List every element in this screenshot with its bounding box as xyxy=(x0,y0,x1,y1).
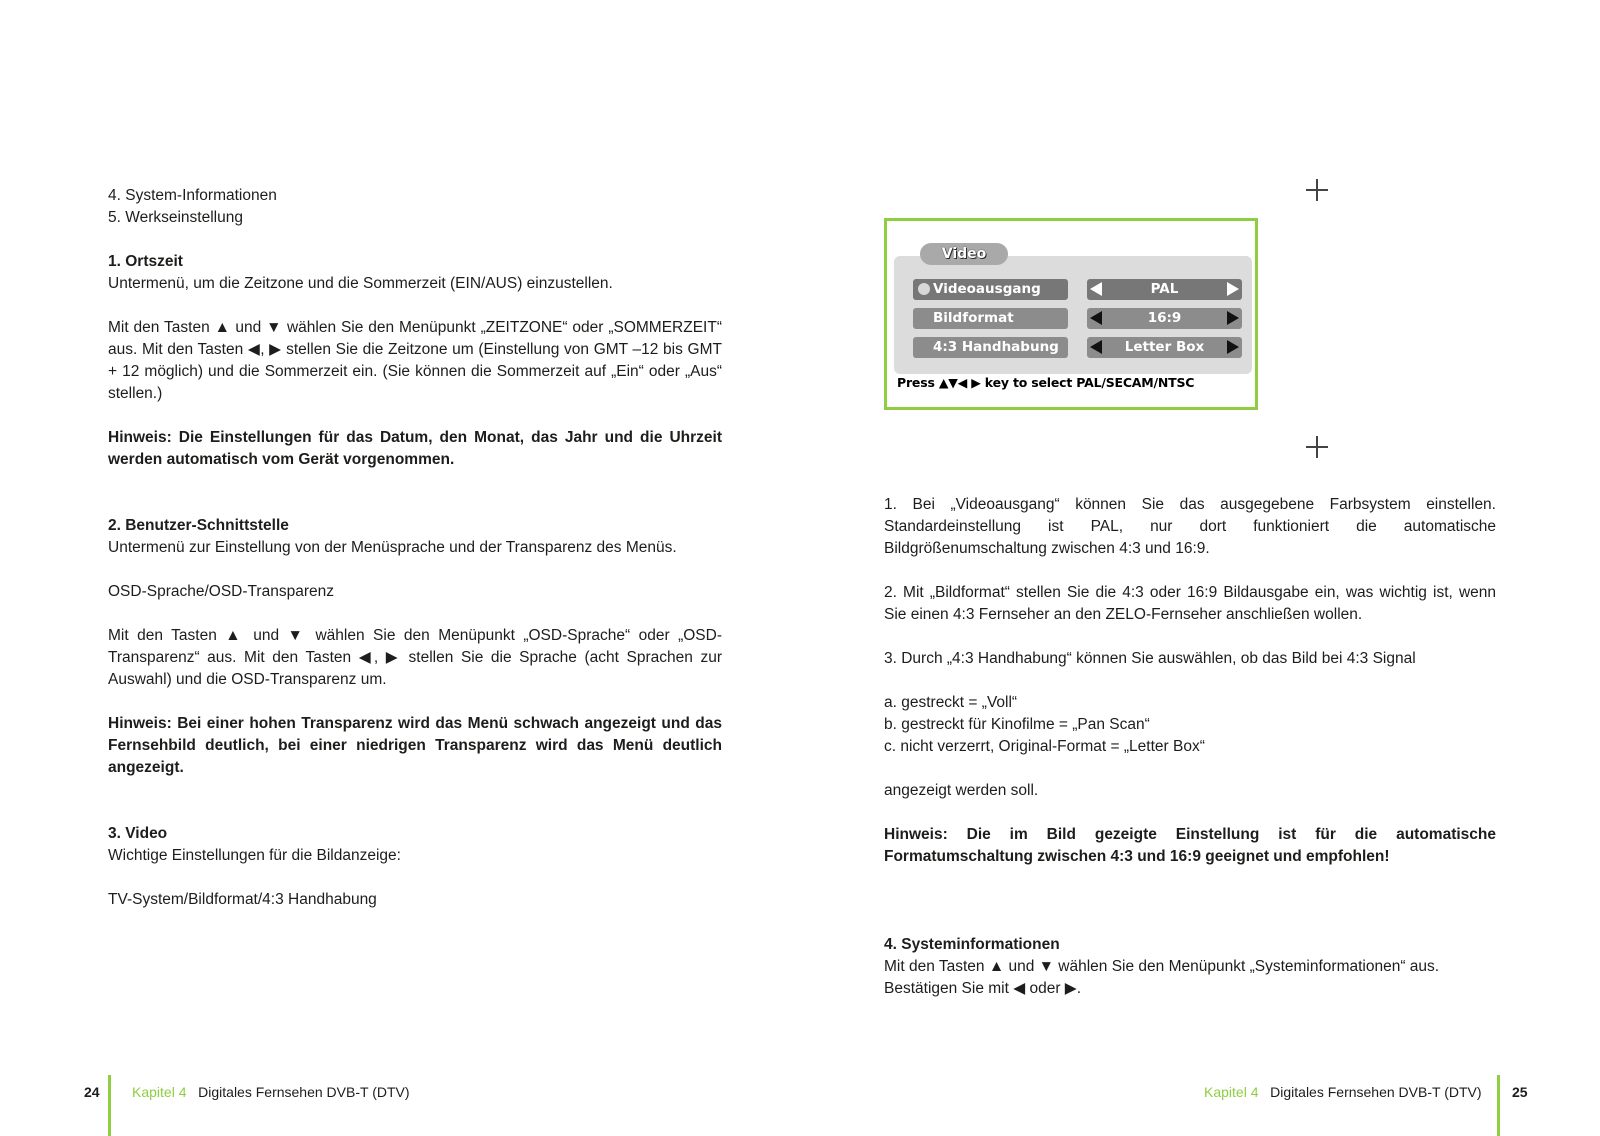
arrow-left-icon xyxy=(1090,340,1102,354)
paragraph: Mit den Tasten ▲ und ▼ wählen Sie den Menüpunkt „OSD-Sprache“ oder „OSD-Transparenz“ aus. Mit den Tasten ◀, ▶ stellen Sie die Sprache (acht Sprachen zur Auswahl) und die OSD-Transparenz um. xyxy=(108,627,722,688)
left-column xyxy=(108,185,722,911)
chapter-label: Kapitel 4 xyxy=(132,1084,187,1100)
page-number-right: 25 xyxy=(1512,1084,1528,1100)
arrow-right-icon xyxy=(1227,311,1239,325)
arrow-left-icon xyxy=(1090,311,1102,325)
footer-divider xyxy=(1497,1075,1500,1136)
osd-label-text: Videoausgang xyxy=(933,281,1041,297)
paragraph: Untermenü zur Einstellung von der Menüsprache und der Transparenz des Menüs. xyxy=(108,539,677,556)
chapter-title: Digitales Fernsehen DVB-T (DTV) xyxy=(1270,1084,1482,1100)
subheading: OSD-Sprache/OSD-Transparenz xyxy=(108,583,334,600)
paragraph: 2. Mit „Bildformat“ stellen Sie die 4:3 oder 16:9 Bildausgabe ein, was wichtig ist, wenn Sie einen 4:3 Fernseher an den ZELO-Fernseher anschließen wollen. xyxy=(884,584,1496,623)
osd-value-text: Letter Box xyxy=(1124,339,1205,355)
footer-left xyxy=(132,1083,410,1101)
selection-dot-icon xyxy=(918,283,930,295)
paragraph: Untermenü, um die Zeitzone und die Sommerzeit (EIN/AUS) einzustellen. xyxy=(108,275,613,292)
paragraph: Bestätigen Sie mit ◀ oder ▶. xyxy=(884,980,1082,997)
paragraph: 1. Bei „Videoausgang“ können Sie das ausgegebene Farbsystem einstellen. Standardeinstellung ist PAL, nur dort funktioniert die automatische Bildgrößenumschaltung zwischen 4:3 und 16:9. xyxy=(884,496,1496,557)
osd-hint: Press ▲▼◀ ▶ key to select PAL/SECAM/NTSC xyxy=(897,375,1195,390)
chapter-title: Digitales Fernsehen DVB-T (DTV) xyxy=(198,1084,410,1100)
paragraph: 3. Durch „4:3 Handhabung“ können Sie auswählen, ob das Bild bei 4:3 Signal xyxy=(884,650,1416,667)
paragraph: angezeigt werden soll. xyxy=(884,782,1039,799)
section-heading: 2. Benutzer-Schnittstelle xyxy=(108,517,289,534)
osd-label-text: Bildformat xyxy=(933,310,1014,326)
chapter-label: Kapitel 4 xyxy=(1204,1084,1259,1100)
list-item: c. nicht verzerrt, Original-Format = „Letter Box“ xyxy=(884,738,1205,755)
list-item: 5. Werkseinstellung xyxy=(108,209,243,226)
footer-right xyxy=(1204,1083,1482,1101)
paragraph: Mit den Tasten ▲ und ▼ wählen Sie den Menüpunkt „ZEITZONE“ oder „SOMMERZEIT“ aus. Mit den Tasten ◀, ▶ stellen Sie die Zeitzone um (Einstellung von GMT –12 bis GMT + 12 möglich) und die Sommerzeit ein. (Sie können die Sommerzeit auf „Ein“ oder „Aus“ stellen.) xyxy=(108,319,722,402)
list-item: b. gestreckt für Kinofilme = „Pan Scan“ xyxy=(884,716,1150,733)
osd-row-label xyxy=(913,279,1068,300)
osd-row-value xyxy=(1087,308,1242,329)
page-number-left: 24 xyxy=(84,1084,100,1100)
osd-label-text: 4:3 Handhabung xyxy=(933,339,1059,355)
osd-row-value xyxy=(1087,279,1242,300)
note: Hinweis: Bei einer hohen Transparenz wird das Menü schwach angezeigt und das Fernsehbild deutlich, bei einer niedrigen Transparenz wird das Menü deutlich angezeigt. xyxy=(108,715,722,776)
footer-divider xyxy=(108,1075,111,1136)
arrow-left-icon xyxy=(1090,282,1102,296)
paragraph: Mit den Tasten ▲ und ▼ wählen Sie den Menüpunkt „Systeminformationen“ aus. xyxy=(884,958,1440,975)
section-heading: 1. Ortszeit xyxy=(108,253,183,270)
osd-value-text: 16:9 xyxy=(1147,310,1182,326)
osd-tab-video: Video xyxy=(920,243,1008,265)
osd-row-label xyxy=(913,337,1068,358)
paragraph: Wichtige Einstellungen für die Bildanzeige: xyxy=(108,847,401,864)
arrow-right-icon xyxy=(1227,340,1239,354)
section-heading: 3. Video xyxy=(108,825,168,842)
arrow-right-icon xyxy=(1227,282,1239,296)
note: Hinweis: Die im Bild gezeigte Einstellung ist für die automatische Formatumschaltung zwischen 4:3 und 16:9 geeignet und empfohlen! xyxy=(884,826,1496,865)
osd-value-text: PAL xyxy=(1150,281,1179,297)
list-item: a. gestreckt = „Voll“ xyxy=(884,694,1018,711)
list-item: 4. System-Informationen xyxy=(108,187,277,204)
osd-screenshot xyxy=(884,218,1258,410)
crop-mark-icon xyxy=(1306,436,1328,458)
right-column xyxy=(884,494,1496,1000)
section-heading: 4. Systeminformationen xyxy=(884,936,1060,953)
osd-row-value xyxy=(1087,337,1242,358)
osd-row-label xyxy=(913,308,1068,329)
subheading: TV-System/Bildformat/4:3 Handhabung xyxy=(108,891,377,908)
note: Hinweis: Die Einstellungen für das Datum, den Monat, das Jahr und die Uhrzeit werden automatisch vom Gerät vorgenommen. xyxy=(108,429,722,468)
crop-mark-icon xyxy=(1306,179,1328,201)
